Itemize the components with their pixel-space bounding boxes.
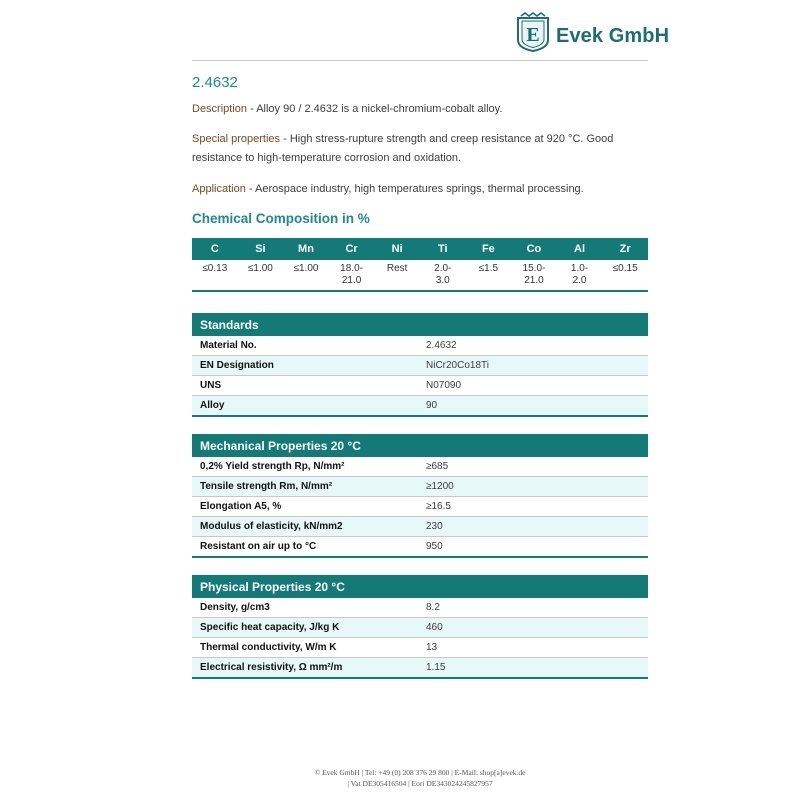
property-value: ≥16.5 bbox=[422, 497, 648, 517]
chemical-composition-table bbox=[192, 238, 648, 292]
chem-value-cell: ≤0.15 bbox=[602, 260, 648, 291]
property-name: Thermal conductivity, W/m K bbox=[192, 638, 422, 658]
standards-title: Standards bbox=[192, 313, 648, 336]
chem-header-cell: Mn bbox=[283, 238, 329, 260]
table-row bbox=[192, 517, 648, 537]
table-row bbox=[192, 618, 648, 638]
chem-header-cell: Cr bbox=[329, 238, 375, 260]
description-label: Description bbox=[192, 103, 248, 115]
footer-registration: | Vat DE305416504 | Eori DE343024245827957 bbox=[347, 779, 493, 788]
chem-header-cell: Si bbox=[238, 238, 284, 260]
table-row bbox=[192, 376, 648, 396]
table-row bbox=[192, 497, 648, 517]
property-value: ≥1200 bbox=[422, 477, 648, 497]
property-value: 230 bbox=[422, 517, 648, 537]
chem-value-cell: 2.0- 3.0 bbox=[420, 260, 466, 291]
property-value: 13 bbox=[422, 638, 648, 658]
table-row bbox=[192, 537, 648, 558]
header-divider bbox=[192, 60, 648, 61]
chem-header-cell: Ti bbox=[420, 238, 466, 260]
document-title: 2.4632 bbox=[192, 74, 238, 91]
application-text: - Aerospace industry, high temperatures springs, thermal processing. bbox=[245, 183, 584, 195]
special-properties-text: - High stress-rupture strength and creep resistance at 920 °C. Good resistance to high-temperature corrosion and oxidation. bbox=[192, 133, 614, 164]
chem-value-cell: ≤0.13 bbox=[192, 260, 238, 291]
table-row bbox=[192, 477, 648, 497]
property-name: Specific heat capacity, J/kg K bbox=[192, 618, 422, 638]
property-value: ≥685 bbox=[422, 457, 648, 477]
footer-contact: © Evek GmbH | Tel: +49 (0) 208 376 29 800 | E-Mail: shop[a]evek.de bbox=[314, 768, 526, 777]
mechanical-properties-table bbox=[192, 434, 648, 558]
table-row bbox=[192, 658, 648, 679]
brand-name: Evek GmbH bbox=[556, 25, 670, 47]
property-name: Electrical resistivity, Ω mm²/m bbox=[192, 658, 422, 679]
chemical-composition-title: Chemical Composition in % bbox=[192, 211, 370, 226]
chem-value-cell: 1.0- 2.0 bbox=[557, 260, 603, 291]
property-value: N07090 bbox=[422, 376, 648, 396]
property-name: Material No. bbox=[192, 336, 422, 356]
application-label: Application bbox=[192, 183, 246, 195]
table-row bbox=[192, 396, 648, 417]
standards-table bbox=[192, 313, 648, 417]
special-properties-paragraph bbox=[192, 130, 652, 168]
chem-value-cell: ≤1.00 bbox=[283, 260, 329, 291]
property-name: Resistant on air up to °C bbox=[192, 537, 422, 558]
chem-value-cell: ≤1.00 bbox=[238, 260, 284, 291]
physical-properties-table bbox=[192, 575, 648, 679]
property-name: 0,2% Yield strength Rp, N/mm² bbox=[192, 457, 422, 477]
property-name: Density, g/cm3 bbox=[192, 598, 422, 618]
property-value: 950 bbox=[422, 537, 648, 558]
chem-value-cell: 15.0- 21.0 bbox=[511, 260, 557, 291]
chem-header-cell: Ni bbox=[374, 238, 420, 260]
chem-value-cell: ≤1.5 bbox=[466, 260, 512, 291]
property-value: 90 bbox=[422, 396, 648, 417]
table-row bbox=[192, 356, 648, 376]
chem-value-cell: Rest bbox=[374, 260, 420, 291]
property-value: NiCr20Co18Ti bbox=[422, 356, 648, 376]
chem-header-cell: C bbox=[192, 238, 238, 260]
chem-header-cell: Fe bbox=[466, 238, 512, 260]
table-row bbox=[192, 598, 648, 618]
mechanical-properties-title: Mechanical Properties 20 °C bbox=[192, 434, 648, 457]
crest-logo-icon bbox=[515, 12, 551, 52]
property-name: EN Designation bbox=[192, 356, 422, 376]
special-properties-label: Special properties bbox=[192, 133, 281, 145]
property-name: Alloy bbox=[192, 396, 422, 417]
chem-header-cell: Al bbox=[557, 238, 603, 260]
property-name: Tensile strength Rm, N/mm² bbox=[192, 477, 422, 497]
physical-properties-title: Physical Properties 20 °C bbox=[192, 575, 648, 598]
application-paragraph bbox=[192, 180, 652, 199]
property-name: UNS bbox=[192, 376, 422, 396]
chem-header-cell: Zr bbox=[602, 238, 648, 260]
property-name: Elongation A5, % bbox=[192, 497, 422, 517]
chem-value-cell: 18.0- 21.0 bbox=[329, 260, 375, 291]
table-row bbox=[192, 457, 648, 477]
table-row bbox=[192, 638, 648, 658]
property-value: 2.4632 bbox=[422, 336, 648, 356]
property-value: 8.2 bbox=[422, 598, 648, 618]
description-text: - Alloy 90 / 2.4632 is a nickel-chromium-cobalt alloy. bbox=[247, 103, 503, 115]
description-paragraph bbox=[192, 100, 652, 119]
property-value: 1.15 bbox=[422, 658, 648, 679]
property-name: Modulus of elasticity, kN/mm2 bbox=[192, 517, 422, 537]
table-row bbox=[192, 336, 648, 356]
chem-header-cell: Co bbox=[511, 238, 557, 260]
company-logo bbox=[515, 12, 670, 54]
property-value: 460 bbox=[422, 618, 648, 638]
logo-letter: E bbox=[526, 24, 540, 46]
